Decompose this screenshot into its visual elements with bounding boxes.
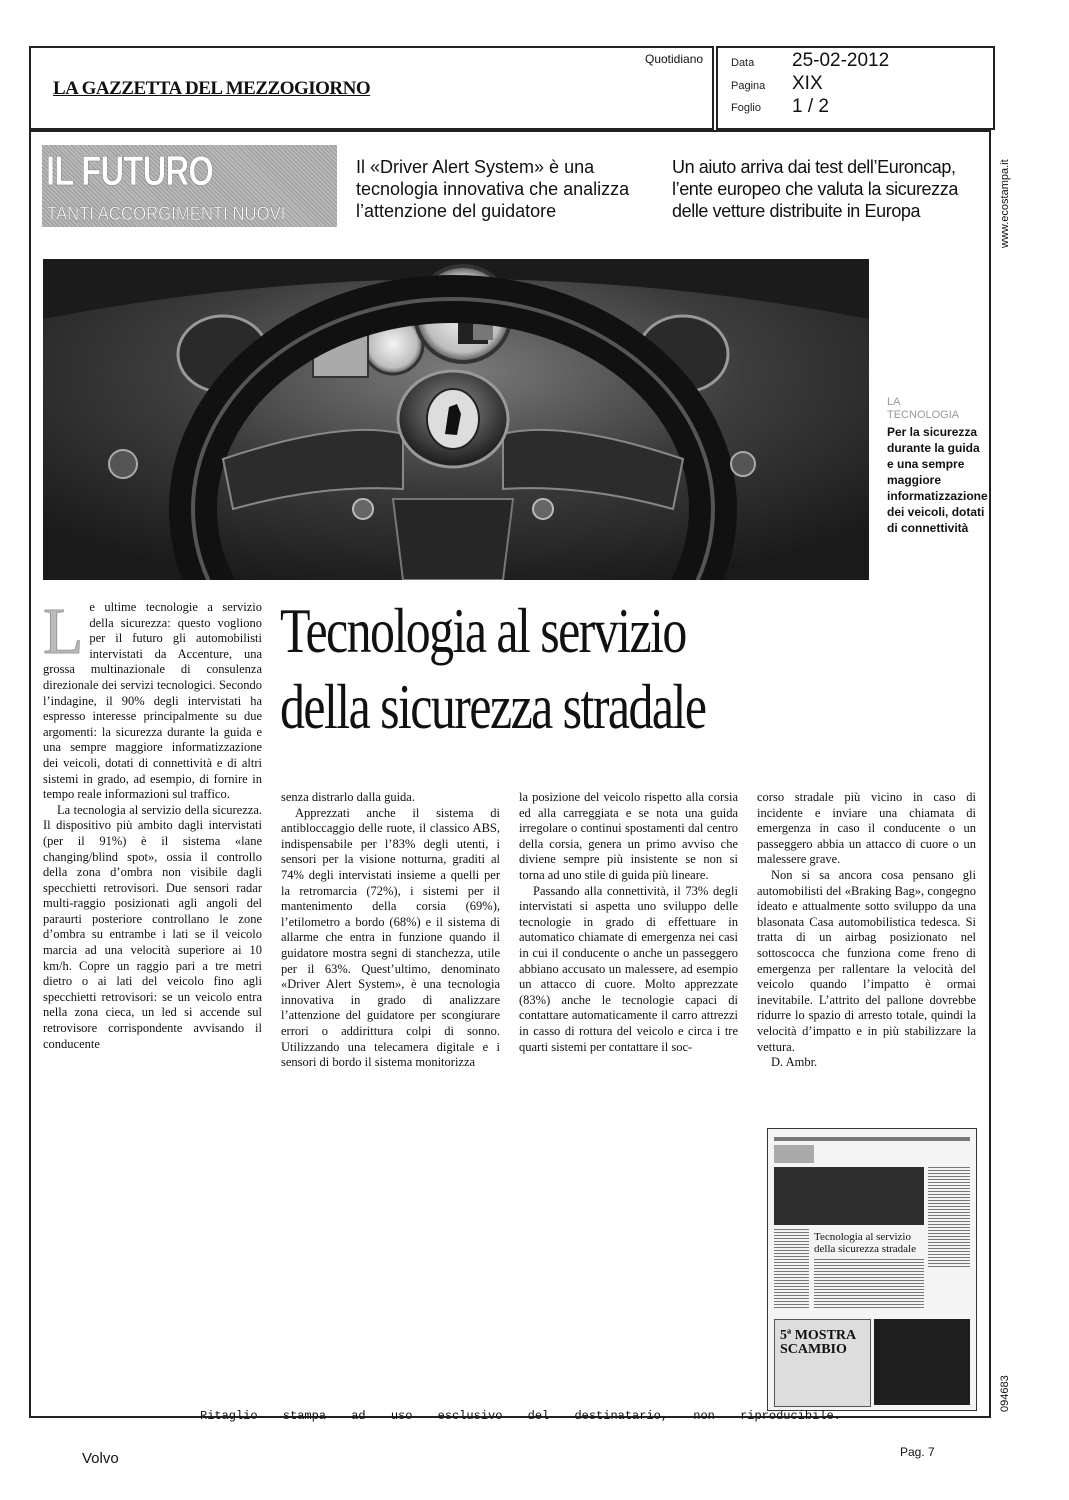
section-subtitle: TANTI ACCORGIMENTI NUOVI xyxy=(47,204,286,225)
client-name: Volvo xyxy=(82,1450,119,1467)
sheet-value: 1 / 2 xyxy=(792,96,829,117)
col3-paragraph-1: la posizione del veicolo rispetto alla corsia ed alla carreggiata e se nota una guida irregolare o continui spostamenti dal centro della corsia, genera un primo avviso che diviene sempre più insistente se non si torna ad uno stile di guida più lineare. xyxy=(519,790,738,882)
masthead: LA GAZZETTA DEL MEZZOGIORNO xyxy=(53,78,371,99)
caption-kicker: LA TECNOLOGIA xyxy=(887,396,960,421)
headline-line-2: della sicurezza stradale xyxy=(280,671,706,742)
deck-left: Il «Driver Alert System» è una tecnologia innovativa che analizza l’attenzione del guidatore xyxy=(356,157,630,221)
col1-paragraph-2: La tecnologia al servizio della sicurezza. Il dispositivo più ambito dagli intervistati (per il 91%) è il sistema «lane changing/blind spot», ossia il controllo della zona d’ombra non visibile dagli specchietti retrovisori. Due sensori radar multi-raggio posizionati agli angoli del paraurti posteriore controllano le zone d’ombra su entrambe i lati se il veicolo marcia ad una velocità superiore ai 10 km/h. Copre un raggio pari a tre metri dietro o ai lati del veicolo fino agli specchietti retrovisori: se un veicolo entra nella zona cieca, un led si accende sul retrovisore corrispondente avvisando il conducente xyxy=(43,802,262,1051)
date-label: Data xyxy=(731,57,755,69)
date-value: 25-02-2012 xyxy=(792,50,890,71)
section-title: IL FUTURO xyxy=(46,147,214,194)
col4-paragraph-2: Non si sa ancora cosa pensano gli automobilisti del «Braking Bag», congegno ideato e attualmente sotto sviluppo da una blasonata Casa automobilistica tedesca. Si tratta di un airbag posizionato nel sottoscocca che funziona come freno di emergenza per rallentare la velocità del veicolo quando l’impatto è ormai inevitabile. L’attrito del pallone dovrebbe ridurre lo spazio di arresto totale, quindi la velocità d’impatto e in più stabilizzare la vettura. xyxy=(757,867,976,1054)
section-banner xyxy=(42,145,337,227)
page-value: XIX xyxy=(792,73,823,94)
col3-paragraph-2: Passando alla connettività, il 73% degli intervistati si aspetta uno sviluppo delle tecnologie in grado di effettuare in automatico chiamate di emergenza nei casi in cui il conducente o anche un passeggero abbiano accusato un malessere, ad esempio un attacco di cuore. Molto apprezzate (83%) anche le tecnologie capaci di contattare automaticamente il carro attrezzi in casso di rottura del veicolo e circa i tre quarti sistemi per contattare il soc- xyxy=(519,883,738,1054)
col4-paragraph-1: corso stradale più vicino in caso di incidente e inviare una chiamata di emergenza in caso il conducente o un passeggero abbia un attacco di cuore o un malessere grave. xyxy=(757,790,976,867)
page-label: Pagina xyxy=(731,80,766,92)
caption-text: Per la sicurezza durante la guida e una sempre maggiore informatizzazione dei veicoli, dotati di connettività xyxy=(887,425,988,535)
sheet-label: Foglio xyxy=(731,102,761,114)
page-thumbnail xyxy=(767,1128,977,1411)
article-headline xyxy=(280,593,779,745)
thumbnail-headline-2: della sicurezza stradale xyxy=(814,1243,916,1255)
reproduction-notice: Ritaglio stampa ad uso esclusivo del destinatario, non riproducibile. xyxy=(200,1409,841,1423)
article-author: D. Ambr. xyxy=(771,1055,818,1070)
drop-cap: L xyxy=(43,595,84,668)
article-column-4 xyxy=(757,790,976,1071)
col1-paragraph-1: e ultime tecnologie a servizio della sicurezza: questo vogliono per il futuro gli automobilisti intervistati da Accenture, una grossa multinazionale di consulenza direzionale dei servizi tecnologici. Secondo l’indagine, il 90% degli intervistati ha espresso interesse principalmente su due argomenti: la sicurezza durante la guida e una sempre maggiore informatizzazione dei veicoli, dotati di connettività e di altri sistemi in grado, ad esempio, di fornire in tempo reale informazioni sul traffico. xyxy=(43,600,262,802)
headline-line-1: Tecnologia al servizio xyxy=(280,595,686,666)
article-column-1 xyxy=(43,595,262,1052)
thumbnail-ad-title: 5ª MOSTRA SCAMBIO xyxy=(780,1328,856,1357)
page-number: Pag. 7 xyxy=(900,1445,935,1459)
publication-type: Quotidiano xyxy=(645,52,704,66)
col2-paragraph-2: Apprezzati anche il sistema di antibloccaggio delle ruote, il classico ABS, indispensabile per l’83% degli utenti, i sensori per la visione notturna, graditi al 74% degli intervistati insieme a quelli per la retromarcia (72%), i sistemi per il mantenimento della corsia (69%), l’etilometro a bordo (68%) e il sistema di allarme che entra in funzione quando il guidatore mostra segni di stanchezza, utile per il 63%. Quest’ultimo, denominato «Driver Alert System», è una tecnologia innovativa in grado di analizzare l’attenzione del guidatore per scongiurare errori o addirittura colpi di sonno. Utilizzando una telecamera digitale e i sensori di bordo il sistema monitorizza xyxy=(281,805,500,1070)
article-column-3 xyxy=(519,790,738,1055)
col2-paragraph-1: senza distrarlo dalla guida. xyxy=(281,790,415,804)
steering-wheel-illustration xyxy=(43,259,869,580)
deck-right: Un aiuto arriva dai test dell’Euroncap, l’ente europeo che valuta la sicurezza delle vetture distribuite in Europa xyxy=(672,157,958,221)
clip-code: 094683 xyxy=(999,1375,1011,1412)
dashboard-photo xyxy=(43,259,869,580)
thumbnail-headline-1: Tecnologia al servizio xyxy=(814,1231,911,1243)
website-label: www.ecostampa.it xyxy=(999,159,1011,248)
article-column-2 xyxy=(281,790,500,1071)
